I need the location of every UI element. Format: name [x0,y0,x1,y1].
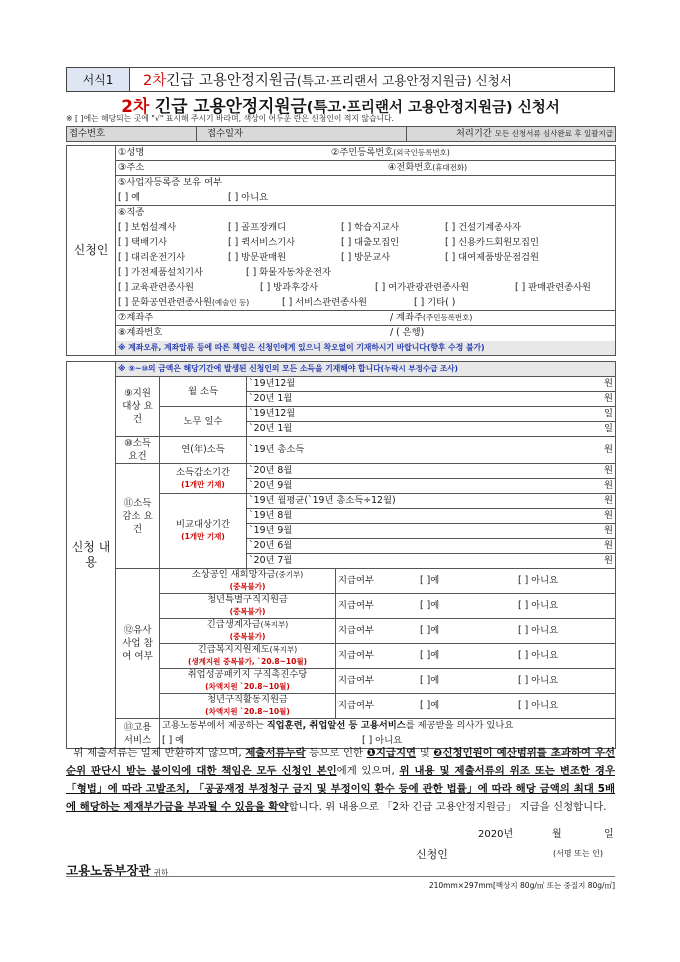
account-holder-id-field[interactable]: / 계좌주 [390,312,424,323]
form-header-title [130,68,614,91]
income-row[interactable] [247,392,616,407]
employment-service-question [160,719,616,734]
program-name: 긴급생계자금 [206,619,261,630]
header-title-c: (특고·프리랜서 고용안정지원금) 신청서 [296,72,512,88]
program-yes-checkbox[interactable]: [ ]예 [420,700,440,711]
recipient-suffix: 귀하 [153,868,169,877]
program-cell [160,594,336,619]
account-number-field[interactable]: ⑧계좌번호 [118,327,163,339]
decrease-period-label: 소득감소기간 [176,466,230,478]
decrease-period: `20년 9월 [249,480,293,491]
program-paid-label: 지급여부 [338,675,374,686]
job-checkbox[interactable]: [ ] 문화공연관련종사원 [118,296,212,308]
s13-q-b: 직업훈련, 취업알선 등 고용서비스 [266,720,406,732]
job-checkbox[interactable]: [ ] 학습지교사 [341,222,400,233]
account-number-row [116,326,616,341]
section-9-label: ⑨지원 대상 요건 [116,377,160,437]
big-title-b: 긴급 고용안정지원금 [149,96,307,116]
header-title-a: 2차 [143,73,167,89]
compare-unit: 원 [604,540,613,551]
decrease-unit: 원 [604,480,613,491]
footer-divider [66,876,615,877]
section-12-label: ⑫유사 사업 참여 여부 [116,569,160,719]
decrease-period: `20년 8월 [249,465,293,476]
annual-income-row[interactable] [247,437,616,464]
program-no-checkbox[interactable]: [ ] 아니요 [518,625,559,636]
address-row [116,161,616,176]
income-period: `19년12월 [249,378,296,389]
job-checkbox[interactable]: [ ] 여가관광관련종사원 [375,282,469,293]
income-row[interactable] [247,377,616,392]
signer-label: 신청인 [416,848,448,861]
program-cell [160,619,336,644]
job-checkbox[interactable]: [ ] 퀵서비스기사 [228,237,296,248]
job-checkbox[interactable]: [ ] 방문판매원 [228,252,287,263]
job-row [116,296,616,311]
form-tag: 서식1 [67,68,130,91]
form-header [66,67,615,92]
job-checkbox[interactable]: [ ] 택배기사 [118,237,168,248]
program-warn: (차액지원 `20.8~10월) [205,707,290,716]
job-checkbox[interactable]: [ ] 건설기계종사자 [445,222,522,233]
job-row [116,221,616,236]
processing-period-label: 처리기간 [455,128,492,139]
decl-4: ❶지급지연 [366,747,417,759]
compare-unit: 원 [604,525,613,536]
income-note-main: ※ ⑨~⑩의 금액은 해당기간에 발생된 신청인의 모든 소득을 기재해야 합니다 [118,364,381,373]
program-sub: (복지부) [269,645,298,654]
phone-field[interactable]: ④전화번호 [388,162,433,173]
program-cell [160,569,336,594]
program-name: 청년구직활동지원금 [207,694,288,705]
compare-unit: 원 [604,555,613,566]
program-cell [160,669,336,694]
work-days-row[interactable] [247,422,616,437]
receipt-table [66,126,616,142]
decrease-row[interactable] [247,464,616,479]
biz-reg-label: ⑤사업자등록증 보유 여부 [116,176,616,191]
section-11-label: ⑪소득 감소 요건 [116,464,160,569]
program-paid-cell [336,694,616,719]
income-note-sub: (누락시 부정수급 조사) [380,364,458,373]
decrease-unit: 원 [604,465,613,476]
decrease-period-cell [160,464,247,494]
job-row [116,236,616,251]
program-paid-cell [336,594,616,619]
account-holder-row [116,311,616,326]
compare-period-cell [160,494,247,569]
big-title-c: (특고·프리랜서 고용안정지원금) 신청서 [306,100,560,116]
program-paid-label: 지급여부 [338,625,374,636]
job-checkbox[interactable]: [ ] 대여제품방문점검원 [445,252,539,263]
account-holder-field[interactable]: ⑦계좌주 [118,312,154,323]
decrease-period-req: (1개만 기재) [181,479,225,489]
job-row [116,266,616,281]
program-cell [160,694,336,719]
compare-row[interactable] [247,524,616,539]
work-days-unit: 일 [604,408,613,419]
job-checkbox[interactable]: [ ] 신용카드회원모집인 [445,237,539,248]
program-yes-checkbox[interactable]: [ ]예 [420,600,440,611]
job-checkbox[interactable]: [ ] 기타( ) [414,296,456,308]
annual-income-period: `19년 총소득 [249,444,305,455]
job-checkbox[interactable]: [ ] 골프장캐디 [228,222,287,233]
program-sub: (복지부) [260,620,289,629]
income-unit: 원 [604,378,613,389]
header-title-b: 긴급 고용안정지원금 [166,73,297,89]
processing-period-value: 모든 신청서류 심사완료 후 일괄지급 [494,129,613,138]
phone-sub: (휴대전화) [432,163,468,172]
compare-period-label: 비교대상기간 [176,519,230,530]
program-yes-checkbox[interactable]: [ ]예 [420,625,440,636]
compare-row[interactable] [247,539,616,554]
applicant-table [66,145,616,356]
job-checkbox[interactable]: [ ] 보험설계사 [118,222,177,233]
content-label: 신청 내용 [67,362,116,749]
job-label: ⑥직종 [116,206,616,221]
date-day[interactable]: 일 [604,829,614,840]
compare-row[interactable] [247,554,616,569]
biz-yes-checkbox[interactable]: [ ] 예 [118,191,141,203]
compare-unit: 원 [604,495,613,506]
program-no-checkbox[interactable]: [ ] 아니요 [518,600,559,611]
content-table [66,361,616,749]
program-sub: (중기부) [275,570,304,579]
program-paid-cell [336,619,616,644]
name-field[interactable]: ①성명 [118,147,145,158]
program-paid-label: 지급여부 [338,650,374,661]
compare-row[interactable] [247,494,616,509]
program-paid-label: 지급여부 [338,575,374,586]
compare-period-req: (1개만 기재) [181,532,225,541]
account-holder-id-sub: (주민등록번호) [423,313,473,322]
work-days-label: 노무 일수 [160,407,247,437]
compare-period: `20년 7월 [249,555,293,566]
program-yes-checkbox[interactable]: [ ]예 [420,650,440,661]
declaration [66,744,615,816]
job-checkbox[interactable]: [ ] 판매관련종사원 [515,282,592,293]
work-days-unit: 일 [604,423,613,434]
decl-2: 제출서류누락 [245,747,306,759]
program-no-checkbox[interactable]: [ ] 아니요 [518,700,559,711]
program-no-checkbox[interactable]: [ ] 아니요 [518,575,559,586]
biz-no-checkbox[interactable]: [ ] 아니요 [228,191,269,203]
compare-period: `19년 8월 [249,510,293,521]
program-yes-checkbox[interactable]: [ ]예 [420,675,440,686]
program-no-checkbox[interactable]: [ ] 아니요 [518,650,559,661]
work-days-period: `19년12월 [249,408,296,419]
decl-3: 등으로 인한 [305,747,367,759]
big-title-a: 2차 [121,96,150,116]
receipt-date: 접수일자 [197,127,407,142]
compare-row[interactable] [247,509,616,524]
job-row [116,281,616,296]
program-name: 취업성공패키지 구직촉진수당 [187,669,308,680]
section-10-label: ⑩소득 요건 [116,437,160,464]
compare-unit: 원 [604,510,613,521]
program-warn: (중복불가) [229,632,266,641]
income-note [116,362,616,377]
program-warn: (중복불가) [229,607,266,616]
program-name: 긴급복지지원제도 [197,644,270,655]
program-paid-cell [336,569,616,594]
decl-9: 합니다. 위 내용으로 「2차 긴급 고용안정지원금」 지급을 신청합니다. [288,801,607,813]
program-cell [160,644,336,669]
annual-income-label: 연(年)소득 [160,437,247,464]
processing-period [407,127,616,142]
program-warn: (생계지원 중복불가, `20.8~10월) [187,657,308,666]
work-days-row[interactable] [247,407,616,422]
job-checkbox-sub: (예술인 등) [212,297,250,307]
program-paid-cell [336,669,616,694]
decl-5: 및 [416,747,434,759]
s13-q-a: 고용노동부에서 제공하는 [162,720,267,732]
job-checkbox[interactable]: [ ] 방과후강사 [260,282,319,293]
program-paid-cell [336,644,616,669]
income-unit: 원 [604,393,613,404]
signature-field[interactable]: (서명 또는 인) [553,849,603,858]
name-row [116,146,616,161]
program-name: 소상공인 새희망자금 [191,569,276,580]
program-warn: (차액지원 `20.8~10월) [205,682,290,691]
annual-income-unit: 원 [604,444,613,455]
program-no-checkbox[interactable]: [ ] 아니요 [518,675,559,686]
applicant-label: 신청인 [67,146,116,356]
paper-spec: 210mm×297mm[백상지 80g/㎡ 또는 중질지 80g/㎡] [428,881,615,890]
work-days-period: `20년 1월 [249,423,293,434]
s13-no-checkbox[interactable]: [ ] 아니요 [362,734,403,746]
date-month[interactable]: 월 [552,829,562,840]
job-checkbox[interactable]: [ ] 가전제품설치기사 [118,267,204,278]
biz-reg-options [116,191,616,206]
job-checkbox[interactable]: [ ] 교육관련종사원 [118,282,195,293]
account-bank-field[interactable]: / ( 은행) [390,327,425,339]
program-paid-label: 지급여부 [338,700,374,711]
decrease-row[interactable] [247,479,616,494]
instruction-note: ※ [ ]에는 해당되는 곳에 "√" 표시해 주시기 바라며, 색상이 어두운 란은 신청인이 적지 않습니다. [66,114,395,123]
rrn-sub: (외국인등록번호) [393,148,450,157]
job-checkbox[interactable]: [ ] 대리운전기사 [118,252,186,263]
program-yes-checkbox[interactable]: [ ]예 [420,575,440,586]
job-row [116,251,616,266]
income-period: `20년 1월 [249,393,293,404]
receipt-number: 접수번호 [67,127,197,142]
account-warning: ※ 계좌오류, 계좌압류 등에 따른 책임은 신청인에게 있으니 착오없이 기재하시기 바랍니다(향후 수정 불가) [116,341,616,356]
job-checkbox[interactable]: [ ] 화물자동차운전자 [246,267,332,278]
program-warn: (중복불가) [229,582,266,591]
compare-period: `19년 9월 [249,525,293,536]
decl-7: 에게 있으며, [336,765,400,777]
address-field[interactable]: ③주소 [118,162,145,173]
compare-period: `19년 월평균(`19년 총소득÷12월) [249,495,396,506]
decl-1: 위 제출서류는 일체 반환하지 않으며, [73,747,246,759]
section-13-label: ⑬고용 서비스 [116,719,160,749]
job-checkbox[interactable]: [ ] 대출모집인 [341,237,400,248]
program-name: 청년특별구직지원금 [207,594,288,605]
decl-6: ❷신청인원이 예산범위를 초과하여 우선순위 판단시 받는 불이익에 대한 책임은 모두 신청인 본인 [66,747,615,777]
program-paid-label: 지급여부 [338,600,374,611]
s13-q-c: 를 제공받을 의사가 있나요 [405,720,514,732]
s13-yes-checkbox[interactable]: [ ] 예 [162,734,185,746]
job-checkbox[interactable]: [ ] 서비스관련종사원 [282,296,368,308]
compare-period: `20년 6월 [249,540,293,551]
monthly-income-label: 월 소득 [160,377,247,407]
rrn-field[interactable]: ②주민등록번호 [331,147,394,158]
recipient-name: 고용노동부장관 [66,863,151,878]
date-year[interactable]: 2020년 [478,829,514,840]
decl-8: 위 내용 및 제출서류의 위조 또는 변조한 경우 「형법」에 따라 고발조치, 「공공재정 부정청구 금지 및 부정이익 환수 등에 관한 법률」에 따라 해당 금액의 최대 5배에 해당하는 제재부가금을 부과될 수 있음을 확약 [66,765,615,813]
job-checkbox[interactable]: [ ] 방문교사 [341,252,391,263]
